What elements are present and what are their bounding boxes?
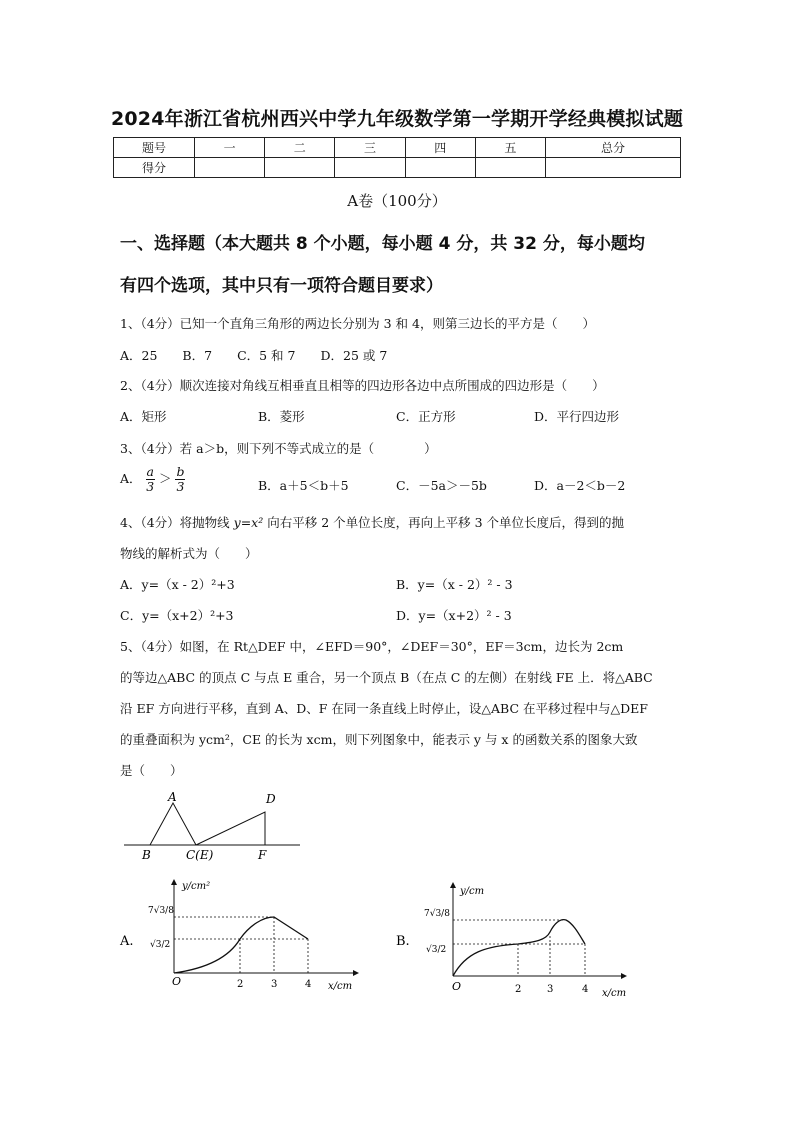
x-tick: 2 bbox=[515, 984, 522, 995]
x-tick: 3 bbox=[271, 979, 278, 990]
score-input-cell[interactable] bbox=[475, 158, 545, 178]
question-4-option-a: A．y=（x - 2）²+3 bbox=[120, 577, 235, 592]
score-input-cell[interactable] bbox=[405, 158, 475, 178]
y-axis-label: y/cm² bbox=[182, 881, 211, 892]
x-tick: 2 bbox=[237, 979, 244, 990]
function-curve bbox=[174, 917, 308, 973]
table-cell: 四 bbox=[405, 138, 475, 158]
section-title: A卷（100分） bbox=[347, 192, 447, 210]
label-f: F bbox=[258, 848, 267, 862]
graph-a bbox=[118, 877, 368, 1002]
y-axis-label: y/cm bbox=[460, 886, 485, 897]
table-cell: 二 bbox=[265, 138, 335, 158]
question-4-stem bbox=[120, 513, 690, 531]
part-heading: 有四个选项，其中只有一项符合题目要求） bbox=[120, 276, 443, 296]
triangle-figure bbox=[120, 785, 310, 865]
question-4-option-d: D．y=（x+2）² - 3 bbox=[396, 608, 512, 623]
table-cell: 总分 bbox=[546, 138, 681, 158]
question-4-option-b: B．y=（x - 2）² - 3 bbox=[396, 577, 513, 592]
y-tick-high: 7√3/8 bbox=[424, 909, 450, 919]
origin-label: O bbox=[452, 980, 462, 993]
question-5-line: 5、（4分）如图，在 Rt△DEF 中，∠EFD＝90°，∠DEF＝30°，EF＝3cm，边长为 2cm bbox=[120, 639, 624, 654]
x-axis-label: x/cm bbox=[328, 981, 353, 992]
numerator: a bbox=[146, 464, 154, 479]
x-tick: 4 bbox=[582, 984, 589, 995]
fraction bbox=[146, 465, 155, 494]
label-b: B bbox=[142, 848, 151, 862]
table-row bbox=[114, 138, 681, 158]
origin-label: O bbox=[172, 975, 182, 988]
stem-text: 向右平移 2 个单位长度，再向上平移 3 个单位长度后，得到的抛 bbox=[263, 515, 625, 530]
label-d: D bbox=[266, 792, 276, 806]
part-heading: 一、选择题（本大题共 8 个小题，每小题 4 分，共 32 分，每小题均 bbox=[120, 234, 645, 254]
table-cell: 一 bbox=[195, 138, 265, 158]
score-input-cell[interactable] bbox=[546, 158, 681, 178]
score-input-cell[interactable] bbox=[195, 158, 265, 178]
question-2-option-b: B．菱形 bbox=[258, 409, 305, 424]
question-3-option-c: C．－5a＞－5b bbox=[396, 478, 487, 493]
question-5-line: 的重叠面积为 ycm²，CE 的长为 xcm，则下列图象中，能表示 y 与 x 的函数关系的图象大致 bbox=[120, 732, 638, 747]
numerator: b bbox=[176, 464, 185, 479]
score-input-cell[interactable] bbox=[335, 158, 405, 178]
greater-than-sign: ＞ bbox=[158, 471, 172, 486]
y-axis-arrow bbox=[450, 882, 456, 888]
y-tick-low: √3/2 bbox=[150, 940, 171, 950]
page-title: 2024年浙江省杭州西兴中学九年级数学第一学期开学经典模拟试题 bbox=[110, 108, 684, 130]
option-label: B. bbox=[396, 934, 410, 949]
triangle-abc bbox=[150, 803, 196, 845]
question-5-line: 是（ ） bbox=[120, 763, 183, 778]
option-label: A． bbox=[120, 471, 142, 486]
question-2-option-a: A．矩形 bbox=[120, 409, 167, 424]
table-cell: 三 bbox=[335, 138, 405, 158]
question-2-option-c: C．正方形 bbox=[396, 409, 456, 424]
question-4-stem-line2: 物线的解析式为（ ） bbox=[120, 546, 258, 561]
graph-b bbox=[396, 880, 646, 1005]
option-label: A. bbox=[120, 934, 134, 949]
question-5-line: 的等边△ABC 的顶点 C 与点 E 重合，另一个顶点 B（在点 C 的左侧）在射线 FE 上．将△ABC bbox=[120, 670, 653, 685]
y-axis-arrow bbox=[171, 879, 177, 885]
question-1-options: A．25 B．7 C．5 和 7 D．25 或 7 bbox=[120, 348, 388, 363]
question-2-option-d: D．平行四边形 bbox=[534, 409, 620, 424]
question-3-option-d: D．a－2＜b－2 bbox=[534, 478, 626, 493]
question-3-option-a bbox=[120, 465, 185, 494]
table-cell: 题号 bbox=[114, 138, 195, 158]
score-table bbox=[113, 137, 681, 178]
label-a: A bbox=[168, 790, 177, 804]
label-ce: C(E) bbox=[186, 848, 214, 862]
x-axis-label: x/cm bbox=[602, 988, 627, 999]
fraction bbox=[175, 465, 185, 494]
denominator: 3 bbox=[176, 479, 185, 494]
x-tick: 3 bbox=[547, 984, 554, 995]
function-expression: y=x² bbox=[233, 515, 264, 530]
question-5-line: 沿 EF 方向进行平移，直到 A、D、F 在同一条直线上时停止，设△ABC 在平移过程中与△DEF bbox=[120, 701, 648, 716]
question-3-stem: 3、（4分）若 a＞b，则下列不等式成立的是（ ） bbox=[120, 441, 437, 456]
score-input-cell[interactable] bbox=[265, 158, 335, 178]
table-row bbox=[114, 158, 681, 178]
denominator: 3 bbox=[146, 479, 155, 494]
table-cell: 五 bbox=[475, 138, 545, 158]
x-tick: 4 bbox=[305, 979, 312, 990]
question-1-stem: 1、（4分）已知一个直角三角形的两边长分别为 3 和 4，则第三边长的平方是（ ） bbox=[120, 316, 595, 331]
question-4-option-c: C．y=（x+2）²+3 bbox=[120, 608, 234, 623]
table-cell: 得分 bbox=[114, 158, 195, 178]
question-2-stem: 2、（4分）顺次连接对角线互相垂直且相等的四边形各边中点所围成的四边形是（ ） bbox=[120, 378, 605, 393]
function-curve bbox=[453, 920, 585, 976]
y-tick-high: 7√3/8 bbox=[148, 906, 174, 916]
question-3-option-b: B．a＋5＜b＋5 bbox=[258, 478, 349, 493]
y-tick-low: √3/2 bbox=[426, 945, 447, 955]
x-axis-arrow bbox=[621, 973, 627, 979]
stem-text: 4、（4分）将抛物线 bbox=[120, 515, 234, 530]
triangle-def bbox=[196, 812, 265, 845]
x-axis-arrow bbox=[353, 970, 359, 976]
